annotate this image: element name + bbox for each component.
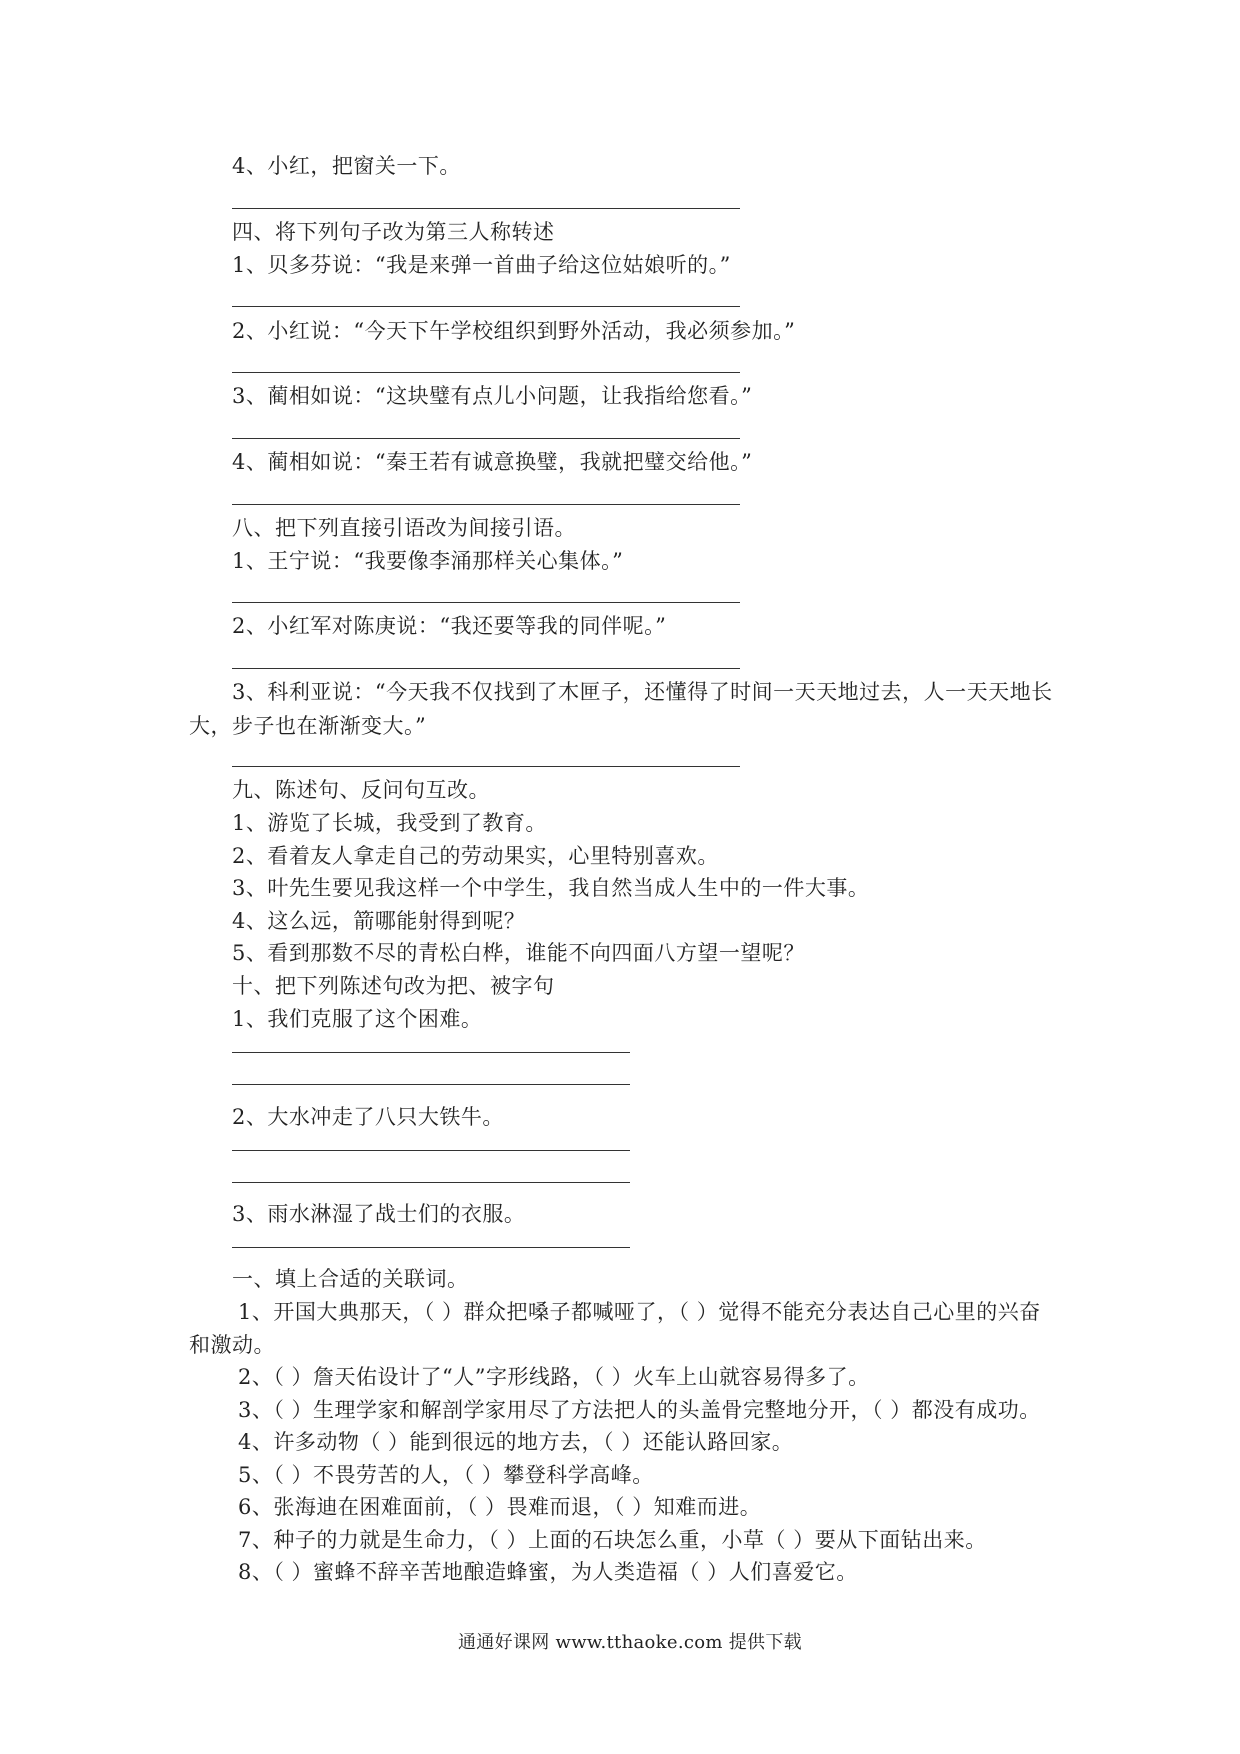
answer-line[interactable] [232,372,740,373]
exercise-item: 3、（ ）生理学家和解剖学家用尽了方法把人的头盖骨完整地分开，（ ）都没有成功。 [238,1398,1041,1422]
exercise-item: 1、我们克服了这个困难。 [232,1007,483,1031]
exercise-item: 4、蔺相如说：“秦王若有诚意换璧，我就把璧交给他。” [232,450,753,474]
answer-line[interactable] [232,306,740,307]
exercise-item: 3、蔺相如说：“这块璧有点儿小问题，让我指给您看。” [232,384,753,408]
answer-line[interactable] [232,1150,630,1151]
exercise-item: 3、雨水淋湿了战士们的衣服。 [232,1202,526,1226]
exercise-item: 8、（ ）蜜蜂不辞辛苦地酿造蜂蜜，为人类造福（ ）人们喜爱它。 [238,1560,858,1584]
answer-line[interactable] [232,1247,630,1248]
exercise-item: 1、王宁说：“我要像李涌那样关心集体。” [232,549,624,573]
exercise-item: 2、（ ）詹天佑设计了“人”字形线路，（ ）火车上山就容易得多了。 [238,1365,870,1389]
answer-line[interactable] [232,1084,630,1085]
section-heading: 九、陈述句、反问句互改。 [232,778,490,802]
exercise-item: 2、小红说：“今天下午学校组织到野外活动，我必须参加。” [232,319,796,343]
answer-line[interactable] [232,1182,630,1183]
answer-line[interactable] [232,438,740,439]
exercise-item: 3、科利亚说：“今天我不仅找到了木匣子，还懂得了时间一天天地过去，人一天天地长 [232,680,1053,704]
answer-line[interactable] [232,1052,630,1053]
answer-line[interactable] [232,602,740,603]
answer-line[interactable] [232,668,740,669]
exercise-item-continued: 和激动。 [189,1333,275,1357]
section-heading: 十、把下列陈述句改为把、被字句 [232,974,555,998]
exercise-item: 1、贝多芬说：“我是来弹一首曲子给这位姑娘听的。” [232,253,731,277]
exercise-item: 5、（ ）不畏劳苦的人，（ ）攀登科学高峰。 [238,1463,654,1487]
exercise-item: 2、小红军对陈庚说：“我还要等我的同伴呢。” [232,614,667,638]
section-heading: 四、将下列句子改为第三人称转述 [232,220,555,244]
page-footer: 通通好课网 www.tthaoke.com 提供下载 [458,1632,802,1653]
exercise-item: 1、游览了长城，我受到了教育。 [232,811,547,835]
answer-line[interactable] [232,208,740,209]
section-heading: 八、把下列直接引语改为间接引语。 [232,516,576,540]
exercise-item: 1、开国大典那天，（ ）群众把嗓子都喊哑了，（ ）觉得不能充分表达自己心里的兴奋 [238,1300,1041,1324]
answer-line[interactable] [232,504,740,505]
answer-line[interactable] [232,766,740,767]
exercise-item: 7、种子的力就是生命力，（ ）上面的石块怎么重，小草（ ）要从下面钻出来。 [238,1528,987,1552]
exercise-item: 4、这么远，箭哪能射得到呢？ [232,909,526,933]
exercise-item: 2、大水冲走了八只大铁牛。 [232,1105,504,1129]
exercise-item: 4、许多动物（ ）能到很远的地方去，（ ）还能认路回家。 [238,1430,794,1454]
exercise-item: 4、小红，把窗关一下。 [232,154,461,178]
section-heading: 一、填上合适的关联词。 [232,1267,469,1291]
exercise-item: 6、张海迪在困难面前，（ ）畏难而退，（ ）知难而进。 [238,1495,762,1519]
exercise-item: 5、看到那数不尽的青松白桦，谁能不向四面八方望一望呢？ [232,941,805,965]
exercise-item: 2、看着友人拿走自己的劳动果实，心里特别喜欢。 [232,844,719,868]
exercise-item-continued: 大，步子也在渐渐变大。” [189,714,427,738]
exercise-item: 3、叶先生要见我这样一个中学生，我自然当成人生中的一件大事。 [232,876,870,900]
